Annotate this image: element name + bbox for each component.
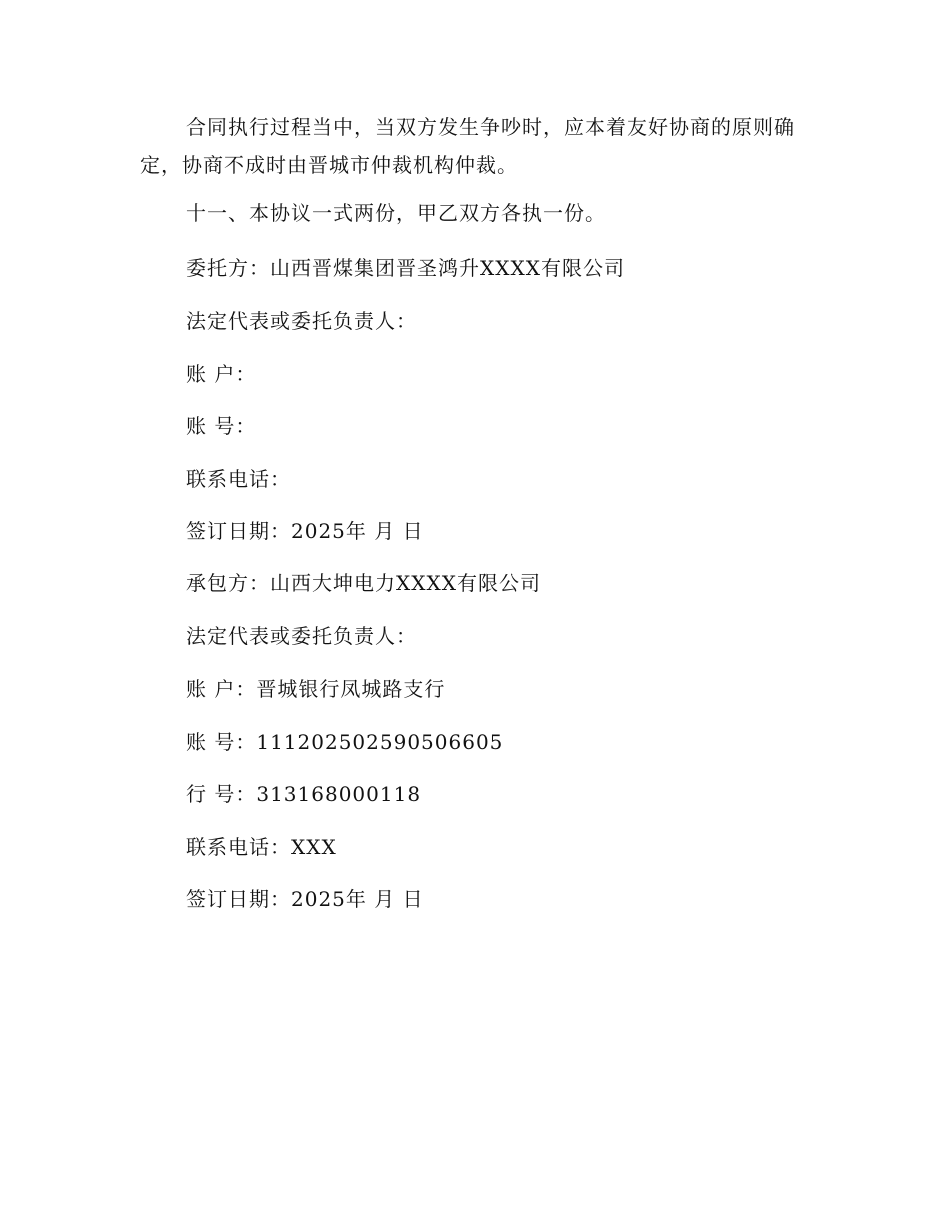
- party-b-bank-code: 行 号：313168000118: [186, 782, 422, 806]
- party-b-phone: 联系电话：XXX: [186, 835, 337, 859]
- party-b-representative: 法定代表或委托负责人：: [186, 624, 417, 648]
- party-b-account-number: 账 号：111202502590506605: [186, 730, 504, 754]
- party-b-sign-date: 签订日期：2025年 月 日: [186, 887, 424, 911]
- dispute-resolution-paragraph: 合同执行过程当中，当双方发生争吵时，应本着友好协商的原则确定，协商不成时由晋城市仲裁机构仲裁。: [140, 115, 795, 177]
- party-a-account-name: 账 户：: [186, 362, 257, 386]
- party-a-name: 委托方：山西晋煤集团晋圣鸿升XXXX有限公司: [186, 256, 625, 280]
- party-a-representative: 法定代表或委托负责人：: [186, 309, 417, 333]
- party-b-name: 承包方：山西大坤电力XXXX有限公司: [186, 571, 541, 595]
- party-b-account-name: 账 户：晋城银行凤城路支行: [186, 677, 446, 701]
- clause-11-copies: 十一、本协议一式两份，甲乙双方各执一份。: [186, 201, 606, 225]
- party-a-sign-date: 签订日期：2025年 月 日: [186, 519, 424, 543]
- party-a-account-number: 账 号：: [186, 414, 257, 438]
- party-a-phone: 联系电话：: [186, 467, 291, 491]
